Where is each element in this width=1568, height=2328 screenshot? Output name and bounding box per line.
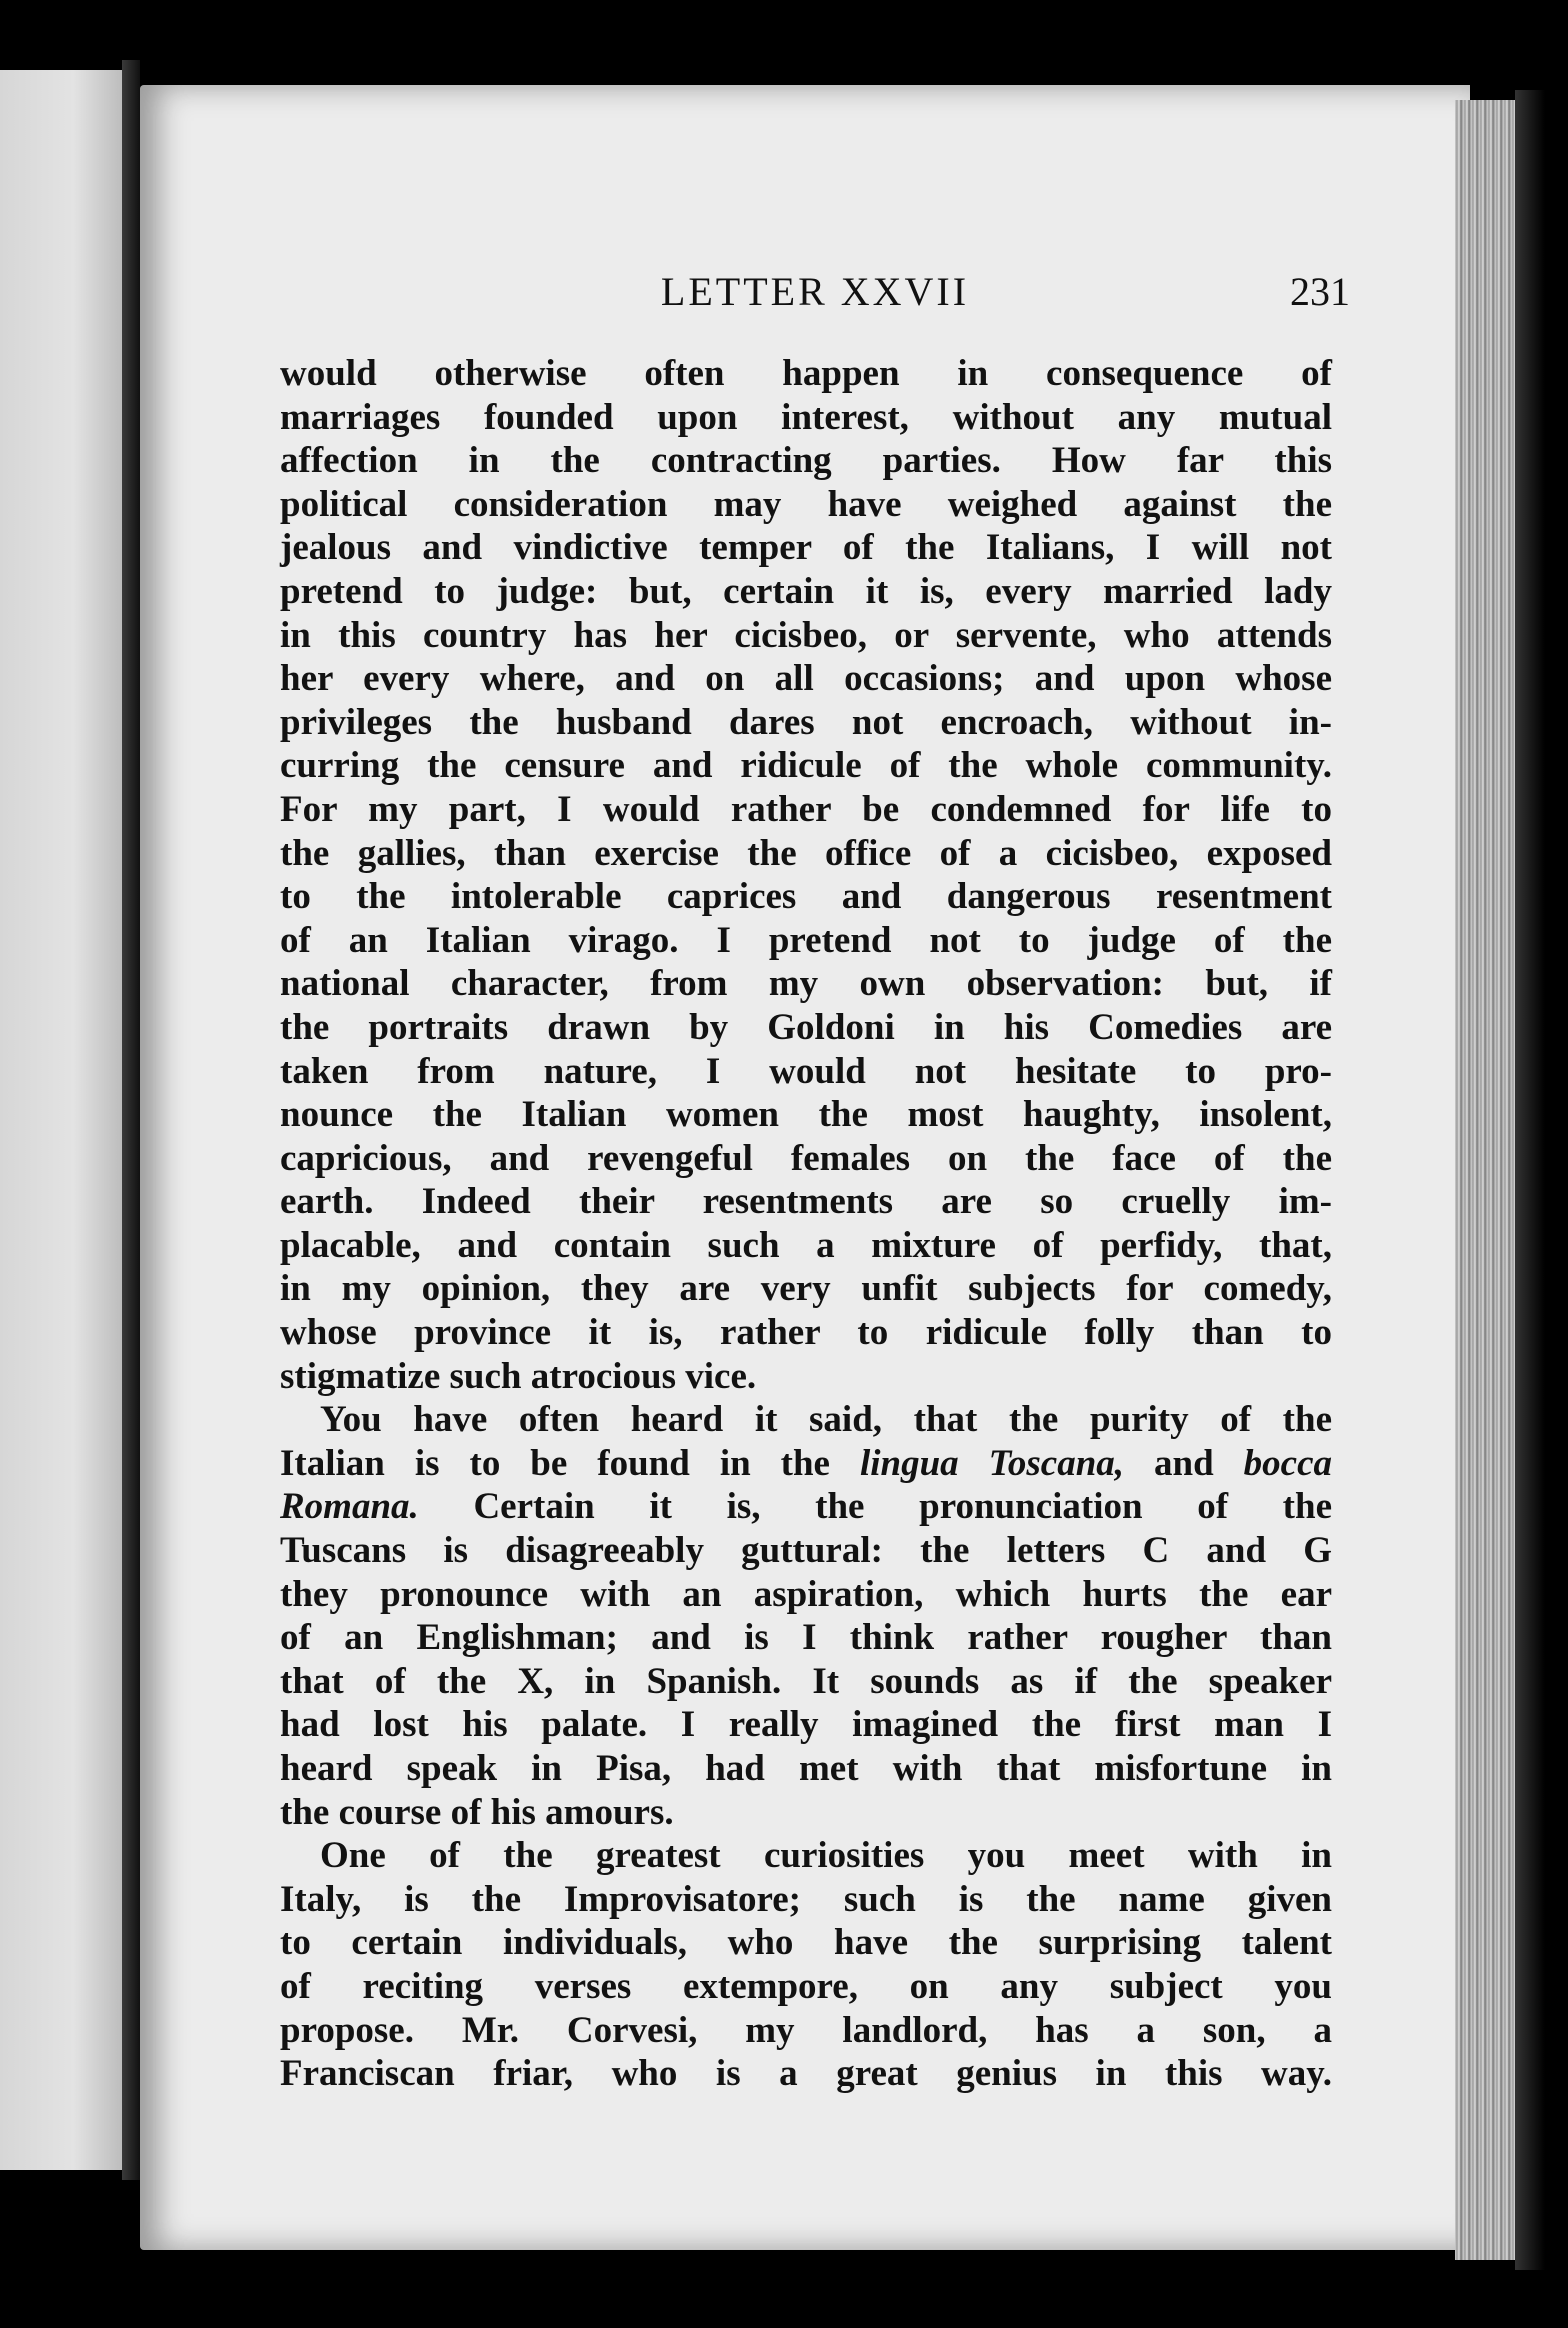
text-line: placable, and contain such a mixture of perfidy, that, [280, 1224, 1332, 1266]
text-line: in this country has her cicisbeo, or servente, who attends [280, 614, 1332, 656]
running-head [280, 268, 1350, 328]
text-line: Italy, is the Improvisatore; such is the name given [280, 1878, 1332, 1920]
text-line: nounce the Italian women the most haughty, insolent, [280, 1094, 1332, 1136]
text-line: capricious, and revengeful females on the face of the [280, 1137, 1332, 1179]
page-stack-edge [1455, 100, 1515, 2260]
italic-phrase: bocca [1243, 1442, 1333, 1484]
text-line: For my part, I would rather be condemned for life to [280, 788, 1332, 830]
text-line: You have often heard it said, that the purity of the [320, 1399, 1332, 1441]
text-line: they pronounce with an aspiration, which hurts the ear [280, 1573, 1332, 1615]
text-line: of reciting verses extempore, on any subject you [280, 1965, 1332, 2007]
body-text [280, 352, 1332, 2096]
text-line: earth. Indeed their resentments are so cruelly im- [280, 1181, 1332, 1223]
text-line: propose. Mr. Corvesi, my landlord, has a son, a [280, 2009, 1332, 2051]
text-line: curring the censure and ridicule of the whole community. [280, 745, 1332, 787]
text-line: in my opinion, they are very unfit subjects for comedy, [280, 1268, 1332, 1310]
text-line-with-italics [280, 1442, 1332, 1486]
text-line: stigmatize such atrocious vice. [280, 1355, 757, 1397]
text-line: the portraits drawn by Goldoni in his Comedies are [280, 1006, 1332, 1048]
text-line: marriages founded upon interest, without any mutual [280, 396, 1332, 438]
text-line: the gallies, than exercise the office of a cicisbeo, exposed [280, 832, 1332, 874]
italic-phrase: Romana. [280, 1486, 419, 1528]
text-line: of an Italian virago. I pretend not to judge of the [280, 919, 1332, 961]
text-fragment: Certain it is, the pronunciation of the [473, 1486, 1333, 1528]
book-shadow [1515, 90, 1545, 2270]
text-line: whose province it is, rather to ridicule folly than to [280, 1312, 1332, 1354]
text-line: her every where, and on all occasions; and upon whose [280, 658, 1332, 700]
running-title: LETTER XXVII [660, 269, 970, 314]
italic-phrase: lingua Toscana, [859, 1442, 1125, 1484]
text-line: would otherwise often happen in consequence of [280, 353, 1332, 394]
text-line: to the intolerable caprices and dangerous resentment [280, 876, 1332, 918]
page-number: 231 [1290, 269, 1350, 314]
text-line: Franciscan friar, who is a great genius in this way. [280, 2053, 1332, 2095]
text-line: affection in the contracting parties. How far this [280, 440, 1332, 482]
text-line: the course of his amours. [280, 1791, 674, 1833]
facing-page-edge [0, 70, 122, 2170]
text-line-with-italics [280, 1485, 1332, 1529]
text-line: heard speak in Pisa, had met with that misfortune in [280, 1748, 1332, 1789]
text-fragment: Italian is to be found in the [280, 1442, 830, 1484]
text-line: national character, from my own observation: but, if [280, 963, 1332, 1005]
text-line: Tuscans is disagreeably guttural: the letters C and G [280, 1530, 1332, 1572]
text-fragment: and [1154, 1442, 1214, 1484]
text-line: of an Englishman; and is I think rather rougher than [280, 1617, 1332, 1659]
text-line: taken from nature, I would not hesitate to pro- [280, 1050, 1332, 1092]
text-line: political consideration may have weighed against the [280, 483, 1332, 525]
text-line: that of the X, in Spanish. It sounds as if the speaker [280, 1660, 1332, 1702]
book-gutter [122, 60, 140, 2180]
text-line: jealous and vindictive temper of the Italians, I will not [280, 527, 1332, 569]
text-line: privileges the husband dares not encroach, without in- [280, 701, 1332, 743]
text-line: had lost his palate. I really imagined the first man I [280, 1704, 1332, 1746]
text-line: pretend to judge: but, certain it is, every married lady [280, 570, 1332, 612]
text-line: to certain individuals, who have the surprising talent [280, 1922, 1332, 1964]
text-line: One of the greatest curiosities you meet with in [320, 1835, 1332, 1877]
